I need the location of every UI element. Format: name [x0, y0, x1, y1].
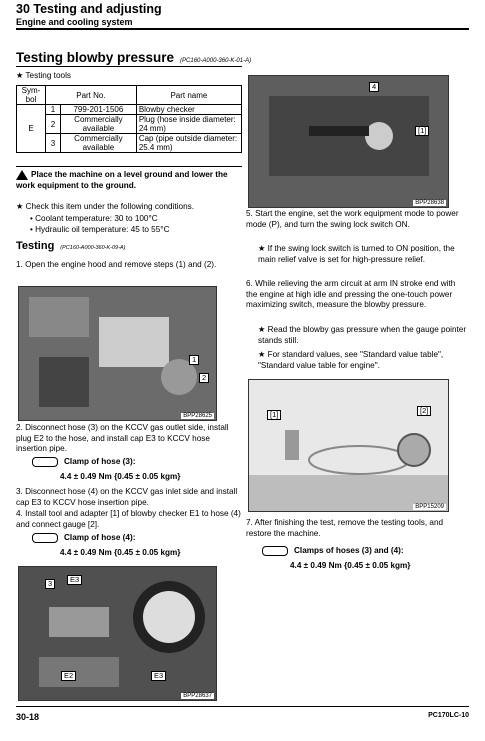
table-row: [17, 115, 242, 134]
label-3: 3: [45, 579, 55, 589]
row-part: 799-201-1506: [61, 105, 137, 115]
warning-icon: [16, 170, 28, 180]
tools-label: ★ Testing tools: [16, 71, 71, 80]
model-name: PC170LC-10: [428, 712, 469, 719]
clamp-3-label: Clamp of hose (3):: [64, 457, 136, 467]
step-5-note: ★ If the swing lock switch is turned to ON position, the main relief valve is set for high-pressure relief.: [258, 244, 455, 264]
testing-title: Testing: [16, 240, 55, 252]
tools-table: [16, 85, 242, 153]
wrench-icon: [32, 457, 58, 467]
step-3: 3. Disconnect hose (4) on the KCCV gas inlet side and install cap E3 to KCCV hose insertion pipe.: [16, 487, 238, 507]
clamps-value: 4.4 ± 0.49 Nm {0.45 ± 0.05 kgm}: [290, 561, 411, 570]
label-2: 2: [199, 373, 209, 383]
label-4: 4: [369, 82, 379, 92]
warning-text: Place the machine on a level ground and lower the work equipment to the ground.: [16, 170, 228, 190]
clamps: [262, 546, 404, 557]
label-e3-bottom: E3: [151, 671, 166, 681]
symbol-cell: E: [17, 105, 46, 153]
step-1: 1. Open the engine hood and remove steps (1) and (2).: [16, 260, 217, 269]
wrench-icon: [32, 533, 58, 543]
label-e3-top: E3: [67, 575, 82, 585]
table-header-row: [17, 86, 242, 105]
title-code: (PC160-A000-360-K-01-A): [180, 58, 252, 64]
warning: [16, 170, 242, 191]
clamp-4-value: 4.4 ± 0.49 Nm {0.45 ± 0.05 kgm}: [60, 548, 181, 557]
page-number: 30-18: [16, 712, 40, 722]
section-title: Engine and cooling system: [16, 17, 133, 27]
row-name: Blowby checker: [136, 105, 241, 115]
step-2: 2. Disconnect hose (3) on the KCCV gas outlet side, install plug E2 to the hose, and install cap E3 to KCCV hose insertion pipe.: [16, 423, 229, 453]
condition-1: • Coolant temperature: 30 to 100°C: [30, 214, 158, 223]
photo-engine-compartment: [18, 286, 217, 421]
step-6-note-2: ★ For standard values, see "Standard value table", "Standard value table for engine".: [258, 350, 444, 370]
header-rule: [16, 28, 469, 30]
photo-blowby-checker: [18, 566, 217, 701]
divider: [16, 166, 242, 167]
title-rule: [16, 66, 242, 67]
label-1: 1: [189, 355, 199, 365]
row-name: Plug (hose inside diameter: 24 mm): [136, 115, 241, 134]
clamp-3-value: 4.4 ± 0.49 Nm {0.45 ± 0.05 kgm}: [60, 472, 181, 481]
row-no: 2: [46, 115, 61, 134]
footer-rule: [16, 706, 469, 707]
table-row: [17, 105, 242, 115]
row-no: 3: [46, 134, 61, 153]
col-symbol: Sym- bol: [17, 86, 46, 105]
row-no: 1: [46, 105, 61, 115]
label-e2: E2: [61, 671, 76, 681]
row-name: Cap (pipe outside diameter: 25.4 mm): [136, 134, 241, 153]
clamps-label: Clamps of hoses (3) and (4):: [294, 546, 404, 556]
step-6: 6. While relieving the arm circuit at arm IN stroke end with the engine at high idle and pressing the one-touch power maximizing switch, measure the blowby pressure.: [246, 279, 456, 309]
row-part: Commercially available: [61, 134, 137, 153]
wrench-icon: [262, 546, 288, 556]
step-5: 5. Start the engine, set the work equipment mode to power mode (P), and turn the swing lock switch ON.: [246, 209, 459, 229]
clamp-4: [32, 533, 135, 544]
clamp-4-label: Clamp of hose (4):: [64, 533, 136, 543]
photo-code: BPP28638: [415, 200, 444, 206]
table-row: [17, 134, 242, 153]
photo-code: BPP28625: [183, 413, 212, 419]
label-tool-1: [1]: [267, 410, 281, 420]
step-4: 4. Install tool and adapter [1] of blowby checker E1 to hose (4) and connect gauge [2].: [16, 509, 241, 529]
photo-code: BPP15209: [415, 504, 444, 510]
row-part: Commercially available: [61, 115, 137, 134]
photo-code: BPP28637: [183, 693, 212, 699]
label-gauge-2: [2]: [417, 406, 431, 416]
condition-2: • Hydraulic oil temperature: 45 to 55°C: [30, 225, 170, 234]
step-6-note-1: ★ Read the blowby gas pressure when the gauge pointer stands still.: [258, 325, 467, 345]
step-7: 7. After finishing the test, remove the testing tools, and restore the machine.: [246, 518, 444, 538]
page-title: [16, 50, 251, 65]
testing-code: (PC160-A000-360-K-09-A): [60, 245, 126, 251]
title-text: Testing blowby pressure: [16, 50, 175, 65]
check-note: ★ Check this item under the following conditions.: [16, 202, 195, 211]
label-tool-1: [1]: [415, 126, 429, 136]
testing-heading: [16, 240, 125, 252]
photo-tools: [248, 379, 449, 512]
clamp-3: [32, 457, 135, 468]
col-partno: Part No.: [46, 86, 137, 105]
photo-hose: [248, 75, 449, 208]
col-partname: Part name: [136, 86, 241, 105]
chapter-title: 30 Testing and adjusting: [16, 2, 162, 16]
